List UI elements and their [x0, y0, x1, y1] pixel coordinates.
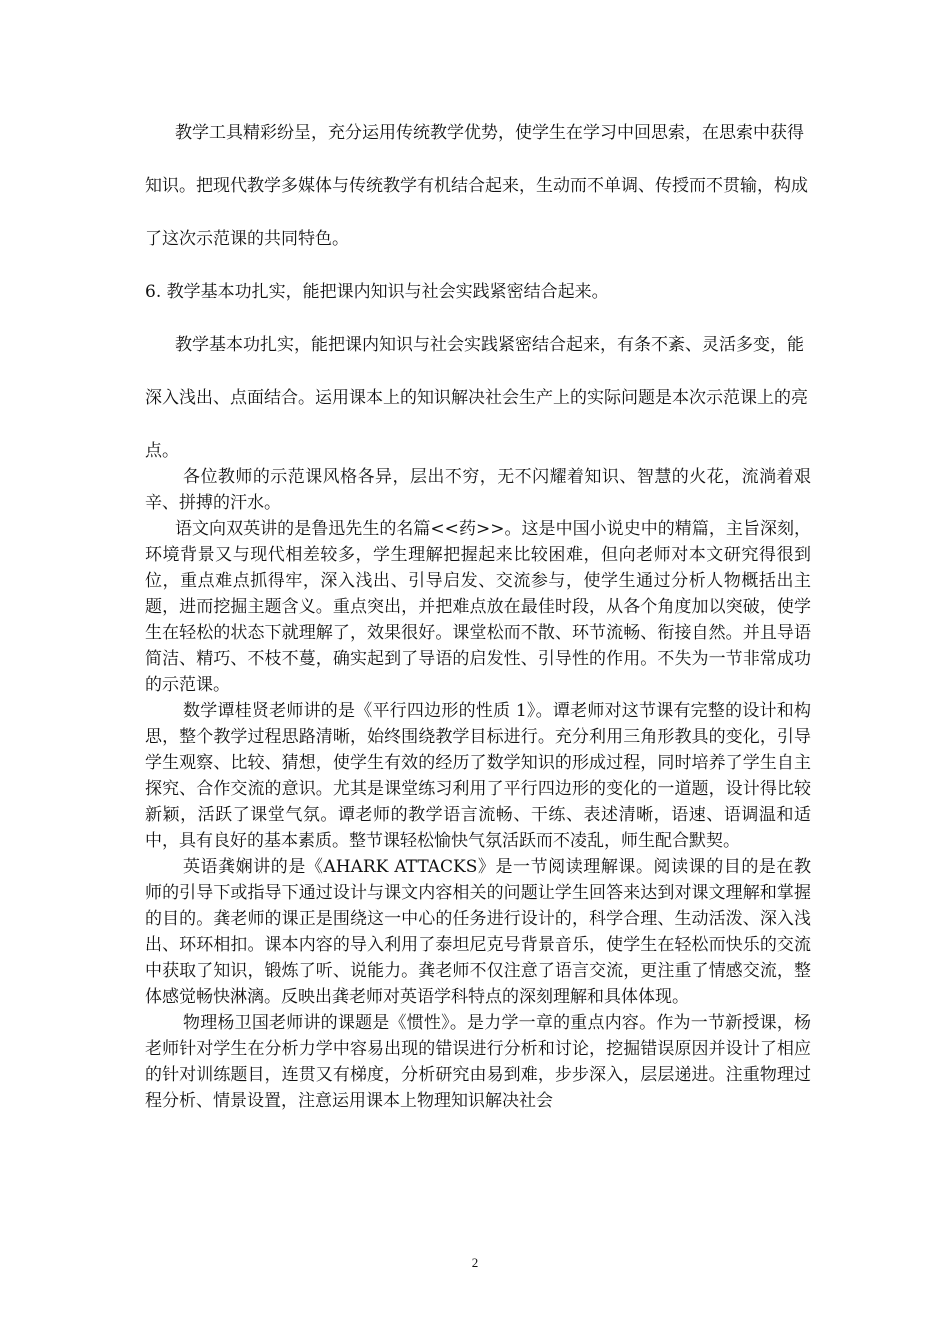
- paragraph-2: 知识。把现代教学多媒体与传统教学有机结合起来，生动而不单调、传授而不贯输，构成: [145, 176, 808, 196]
- paragraph-math: 数学谭桂贤老师讲的是《平行四边形的性质 1》。谭老师对这节课有完整的设计和构思，整个教学过程思路清晰，始终围绕教学目标进行。充分利用三角形教具的变化，引导学生观察、比较、猜想，使学生有效的经历了数学知识的形成过程，同时培养了学生自主探究、合作交流的意识。尤其是课堂练习利用了平行四边形的变化的一道题，设计得比较新颖，活跃了课堂气氛。谭老师的教学语言流畅、干练、表述清晰，语速、语调温和适中，具有良好的基本素质。整节课轻松愉快气氛活跃而不凌乱，师生配合默契。: [145, 701, 811, 851]
- paragraph-3: 了这次示范课的共同特色。: [145, 229, 349, 249]
- paragraph-6: 深入浅出、点面结合。运用课本上的知识解决社会生产上的实际问题是本次示范课上的亮: [145, 388, 808, 408]
- section-heading-6: 6. 教学基本功扎实，能把课内知识与社会实践紧密结合起来。: [145, 282, 609, 302]
- paragraph-english: 英语龚娴讲的是《AHARK ATTACKS》是一节阅读理解课。阅读课的目的是在教师的引导下或指导下通过设计与课文内容相关的问题让学生回答来达到对课文理解和掌握的目的。龚老师的课正是围绕这一中心的任务进行设计的，科学合理、生动活泼、深入浅出、环环相扣。课本内容的导入利用了泰坦尼克号背景音乐，使学生在轻松而快乐的交流中获取了知识，锻炼了听、说能力。龚老师不仅注意了语言交流，更注重了情感交流，整体感觉畅快淋漓。反映出龚老师对英语学科特点的深刻理解和具体体现。: [145, 857, 811, 1007]
- paragraph-7: 点。: [145, 441, 179, 461]
- paragraph-summary: 各位教师的示范课风格各异，层出不穷，无不闪耀着知识、智慧的火花，流淌着艰辛、拼搏的汗水。: [145, 467, 811, 513]
- paragraph-1: 教学工具精彩纷呈，充分运用传统教学优势，使学生在学习中回思索，在思索中获得: [175, 123, 804, 143]
- paragraph-5: 教学基本功扎实，能把课内知识与社会实践紧密结合起来，有条不紊、灵活多变，能: [175, 335, 804, 355]
- page-number: 2: [471, 1255, 479, 1270]
- paragraph-physics: 物理杨卫国老师讲的课题是《惯性》。是力学一章的重点内容。作为一节新授课，杨老师针对学生在分析力学中容易出现的错误进行分析和讨论，挖掘错误原因并设计了相应的针对训练题目，连贯又有梯度，分析研究由易到难，步步深入，层层递进。注重物理过程分析、情景设置，注意运用课本上物理知识解决社会: [145, 1013, 811, 1111]
- paragraph-chinese: 语文向双英讲的是鲁迅先生的名篇<<药>>。这是中国小说史中的精篇，主旨深刻，环境背景又与现代相差较多，学生理解把握起来比较困难，但向老师对本文研究得很到位，重点难点抓得牢，深入浅出、引导启发、交流参与，使学生通过分析人物概括出主题，进而挖掘主题含义。重点突出，并把难点放在最佳时段，从各个角度加以突破，使学生在轻松的状态下就理解了，效果很好。课堂松而不散、环节流畅、衔接自然。并且导语简洁、精巧、不枝不蔓，确实起到了导语的启发性、引导性的作用。不失为一节非常成功的示范课。: [145, 519, 811, 695]
- document-body: [145, 120, 811, 1114]
